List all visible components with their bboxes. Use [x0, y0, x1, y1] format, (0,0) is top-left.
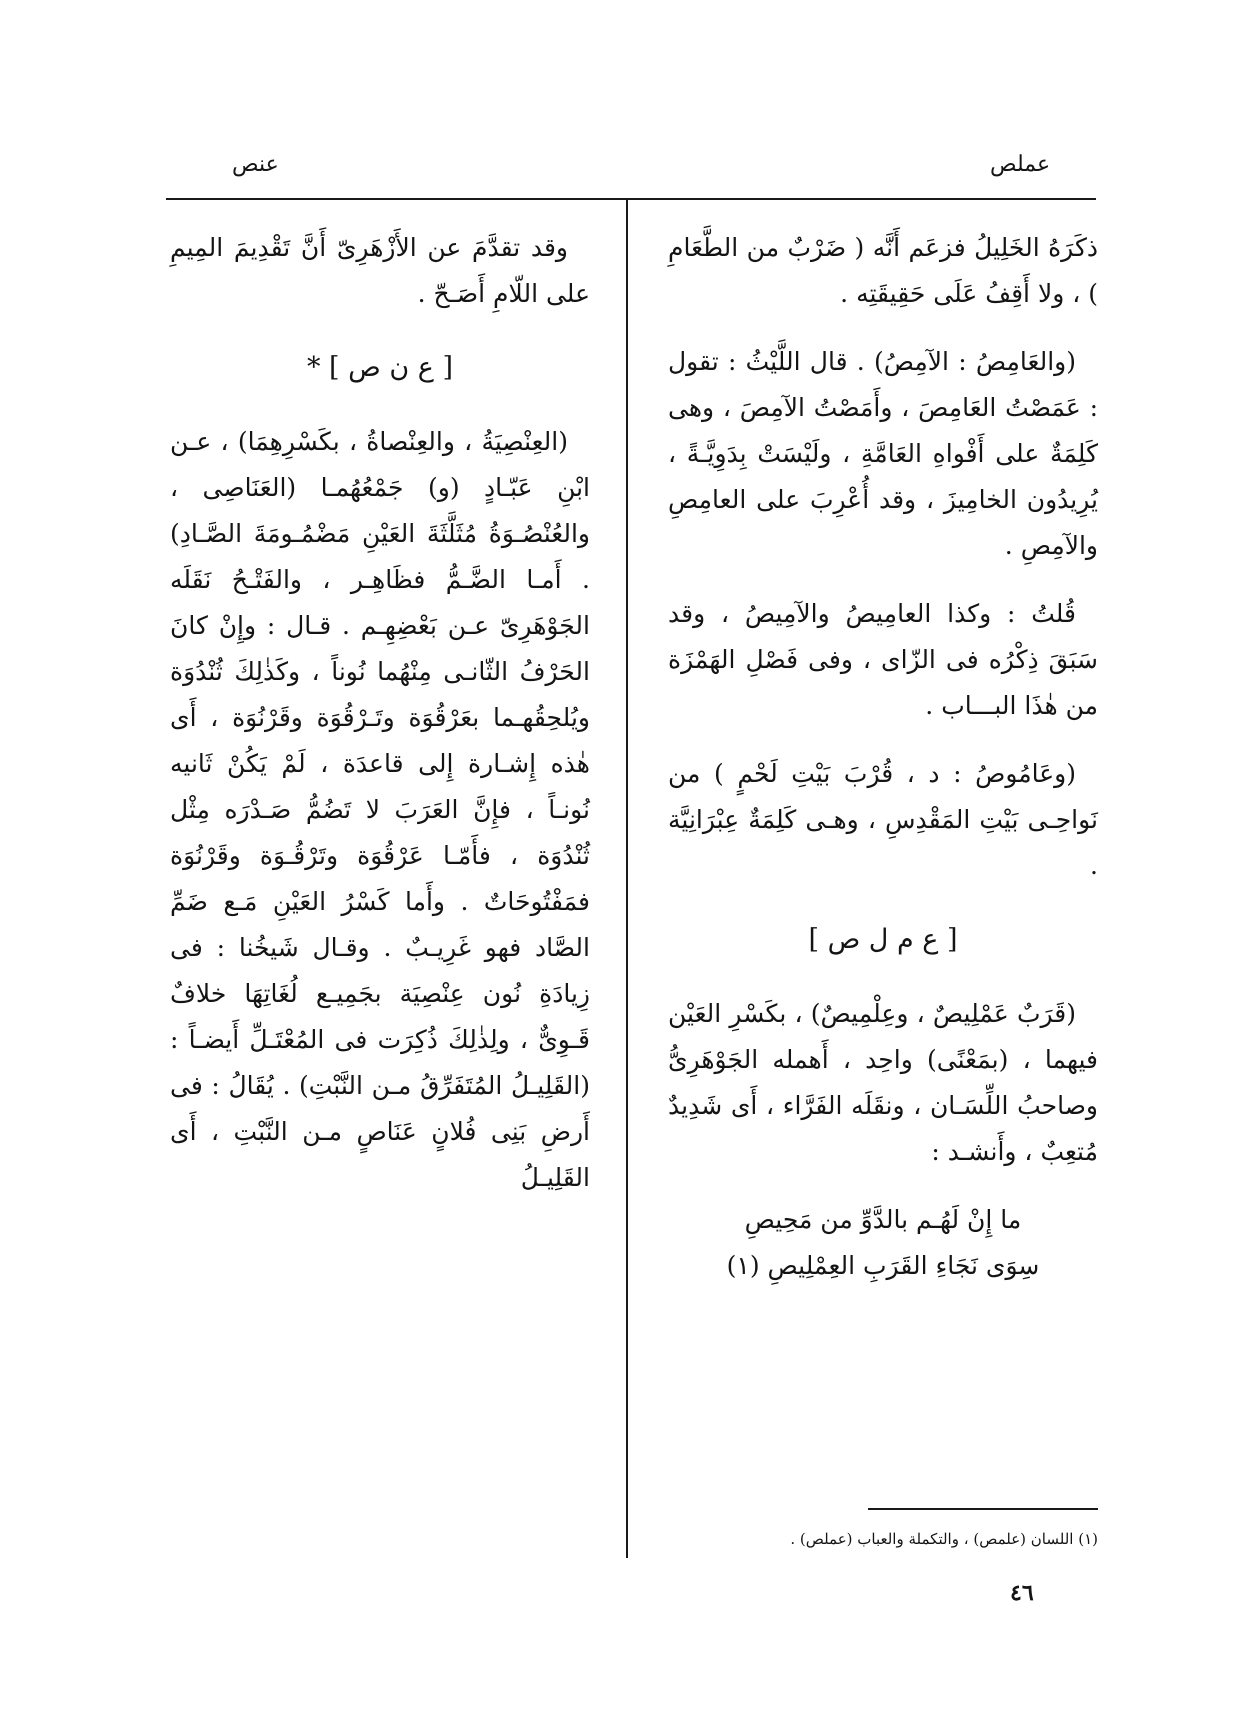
right-column	[668, 225, 1098, 1289]
page-number: ٤٦	[1010, 1580, 1034, 1606]
footnote-rule	[868, 1508, 1098, 1510]
running-header-left: عنص	[232, 152, 279, 177]
paragraph: (والعَامِصُ : الآمِصُ) . قال اللَّيْثُ : تقول : عَمَصْتُ العَامِصَ ، وأَمَصْتُ الآمِصَ ، وهى كَلِمَةٌ على أَفْواهِ العَامَّةِ ، ولَيْسَتْ بِدَوِيَّـةً ، يُرِيدُون الخامِيزَ ، وقد أُعْرِبَ على العامِصِ والآمِصِ .	[668, 347, 1098, 560]
paragraph: وقد تقدَّمَ عن الأَزْهَرِىّ أَنَّ تَقْدِيمَ المِيمِ على اللّامِ أَصَـحّ .	[170, 233, 590, 308]
paragraph: ذكَرَهُ الخَلِيلُ فزعَم أَنَّه ( ضَرْبٌ من الطَّعَامِ ) ، ولا أَقِفُ عَلَى حَقِيقَتِه .	[668, 233, 1098, 308]
footnote: (١) اللسان (علمص) ، والتكملة والعباب (عملص) .	[790, 1530, 1098, 1548]
paragraph: (قَرَبٌ عَمْلِيصٌ ، وعِلْمِيصٌ) ، بكَسْرِ العَيْن فيهما ، (بمَعْنًى) واحِد ، أَهمله الجَوْهَرِىُّ وصاحبُ اللِّسَـان ، ونقَلَه الفَرَّاء ، أَى شَدِيدٌ مُتعِبٌ ، وأَنشـد :	[668, 999, 1098, 1166]
verse-line: ما إِنْ لَهُـم بالدَّوِّ من مَحِيصِ	[744, 1205, 1022, 1234]
running-header-right: عملص	[990, 152, 1051, 177]
paragraph: قُلتُ : وكذا العامِيصُ والآمِيصُ ، وقد سَبَقَ ذِكْرُه فى الزّاى ، وفى فَصْلِ الهَمْزَة من هٰذَا البـــاب .	[668, 599, 1098, 720]
paragraph: (وعَامُوصُ : د ، قُرْبَ بَيْتِ لَحْمٍ ) من نَواحِـى بَيْتِ المَقْدِسِ ، وهـى كَلِمَةٌ عِبْرَانِيَّة .	[668, 759, 1098, 880]
entry-heading: [ ع ن ص ] *	[306, 352, 454, 383]
left-column	[170, 225, 590, 1223]
header-rule	[166, 198, 1096, 200]
entry-heading: [ ع م ل ص ]	[808, 924, 958, 955]
verse-line: سِوَى نَجَاءِ القَرَبِ العِمْلِيصِ (١)	[726, 1251, 1040, 1280]
paragraph: (العِنْصِيَةُ ، والعِنْصاةُ ، بكَسْرِهِمَا) ، عـن ابْنِ عَبّـادٍ (و) جَمْعُهُمـا (العَنَاصِى ، والعُنْصُـوَةُ مُثَلَّثَةَ العَيْنِ مَضْمُـومَةَ الصَّـادِ) . أَمـا الضَّـمُّ فظَاهِـر ، والفَتْـحُ نَقَلَه الجَوْهَرِىّ عـن بَعْضِهِـم . قـال : وإِنْ كانَ الحَرْفُ الثّانـى مِنْهُما نُوناً ، وكَذٰلِكَ ثُنْدُوَة ويُلحِقُهـما بعَرْقُوَة وتَـرْقُوَة وقَرْنُوَة ، أَى هٰذه إِشـارة إِلى قاعدَة ، لَمْ يَكُنْ ثَانيه نُونـاً ، فإِنَّ العَرَبَ لا تَضُمُّ صَـدْرَه مِثْل ثُنْدُوَة ، فأَمّـا عَرْقُوَة وتَرْقُـوَة وقَرْنُوَة فمَفْتُوحَاتٌ . وأَما كَسْرُ العَيْنِ مَـع ضَمِّ الصَّاد فهو غَرِيـبٌ . وقـال شَيخُنا : فى زِيادَةِ نُون عِنْصِيَة بجَمِيـع لُغَاتِهَا خلافٌ قَـوِىٌّ ، ولِذٰلِكَ ذُكِرَت فى المُعْتَـلِّ أَيضـاً : (القَلِيـلُ المُتَفَرِّقُ مـن النَّبْتِ) . يُقَالُ : فى أَرضِ بَنِى فُلانٍ عَنَاصٍ مـن النَّبْتِ ، أَى القَلِيـلُ	[170, 427, 590, 1192]
column-divider	[626, 200, 628, 1558]
